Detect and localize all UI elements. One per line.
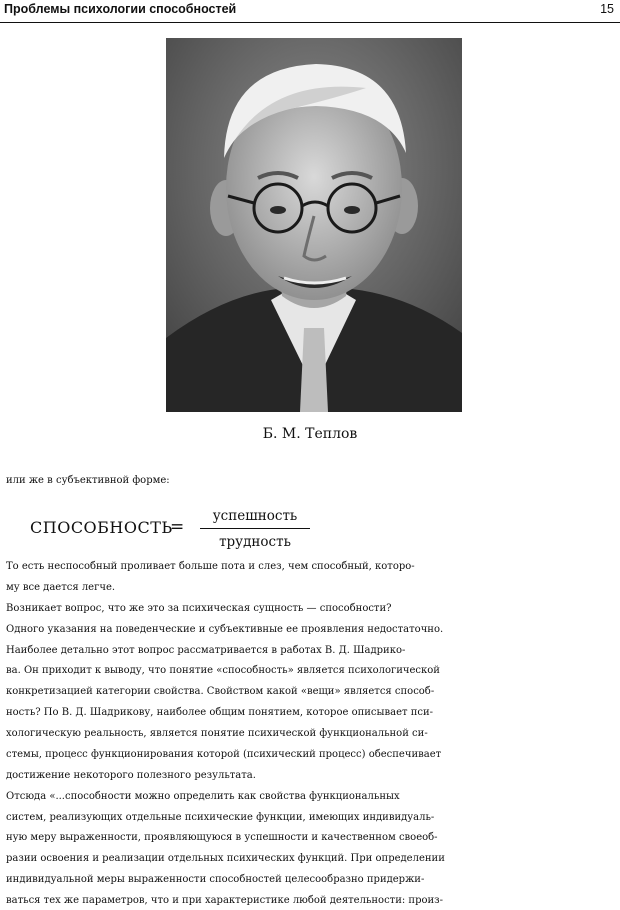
body-line: Возникает вопрос, что же это за психическая сущность — способности? [6, 602, 392, 614]
body-line: или же в субъективной форме: [6, 475, 170, 486]
body-line: достижение некоторого полезного результата. [6, 769, 256, 781]
running-title: Проблемы психологии способностей [4, 2, 237, 16]
figure-caption: Б. М. Теплов [262, 426, 358, 442]
page-number: 15 [600, 2, 614, 16]
body-line: ва. Он приходит к выводу, что понятие «способность» является психологической [6, 665, 440, 677]
body-line: стемы, процесс функционирования которой (психический процесс) обеспечивает [6, 748, 442, 760]
formula-fraction [200, 506, 310, 552]
body-line: индивидуальной меры выраженности способностей целесообразно придержи- [6, 874, 425, 886]
body-line: конкретизацией категории свойства. Свойством какой «вещи» является способ- [6, 686, 435, 698]
formula-numerator: успешность [212, 508, 298, 524]
formula-equals-sign: = [170, 517, 185, 537]
fraction-bar [200, 528, 310, 529]
body-line: ную меру выраженности, проявляющуюся в успешности и качественном своеоб- [6, 832, 438, 844]
body-line: ваться тех же параметров, что и при характеристике любой деятельности: произ- [6, 895, 444, 906]
body-line: разии освоения и реализации отдельных психических функций. При определении [6, 853, 445, 865]
body-line: хологическую реальность, является понятие психической функциональной си- [6, 728, 428, 739]
body-line: Отсюда «...способности можно определить как свойства функциональных [6, 790, 400, 802]
formula [30, 506, 330, 552]
portrait-photo [166, 38, 462, 412]
body-line: Одного указания на поведенческие и субъективные ее проявления недостаточно. [6, 623, 444, 635]
body-line: То есть неспособный проливает больше пота и слез, чем способный, которо- [6, 561, 415, 572]
body-line: ность? По В. Д. Шадрикову, наиболее общим понятием, которое описывает пси- [6, 707, 434, 719]
body-line: му все дается легче. [6, 581, 116, 593]
body-line: Наиболее детально этот вопрос рассматривается в работах В. Д. Шадрико- [6, 644, 406, 656]
running-head [0, 0, 620, 23]
body-line: систем, реализующих отдельные психические функции, имеющих индивидуаль- [6, 811, 435, 823]
formula-lhs: СПОСОБНОСТЬ [30, 518, 173, 537]
formula-denominator: трудность [219, 534, 291, 550]
